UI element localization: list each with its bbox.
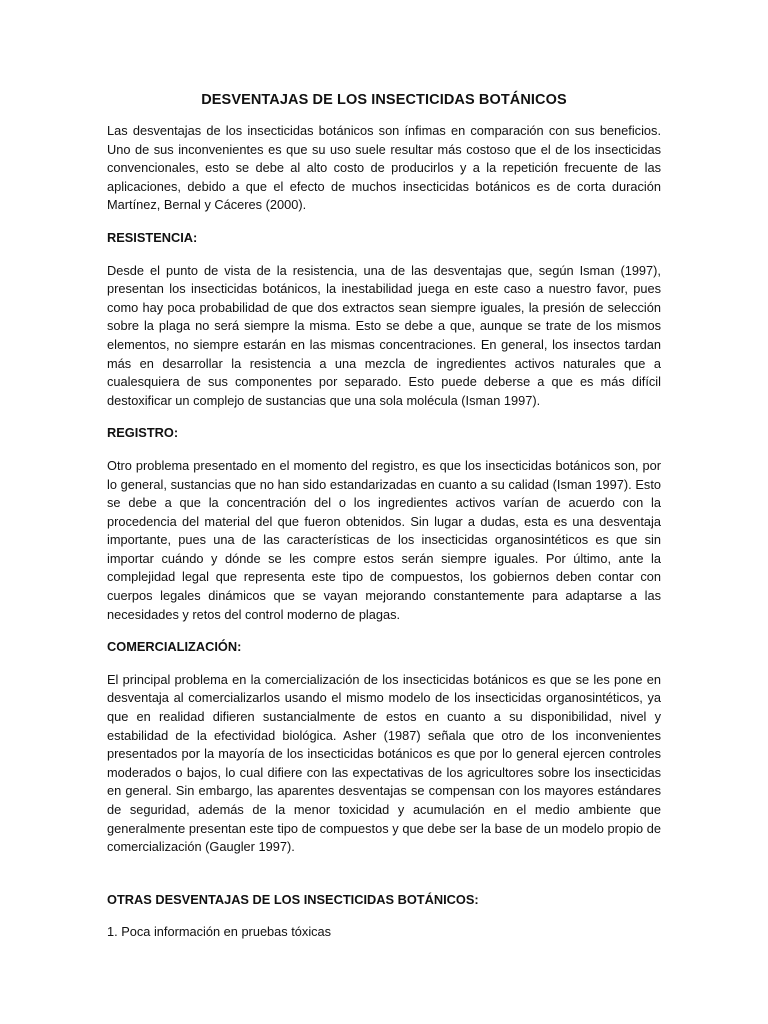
section-heading-resistencia: RESISTENCIA: <box>107 229 198 245</box>
section-body-registro: Otro problema presentado en el momento del registro, es que los insecticidas botánicos son, por lo general, sustancias que no han sido estandarizadas en cuanto a su calidad (Isman 1997). Esto se debe a que la concentración del o los ingredientes activos varían de acuerdo con la procedencia del material del que fueron obtenidos. Sin lugar a dudas, esta es una desventaja importante, pues una de las características de los insecticidas organosintéticos es que sin importar cuándo y dónde se les compre estos serán siempre iguales. Por último, ante la complejidad legal que representa este tipo de compuestos, los gobiernos deben contar con cuerpos legales dinámicos que se vayan mejorando constantemente para adaptarse a las necesidades y retos del control moderno de plagas. <box>107 457 661 622</box>
other-disadvantages-heading: OTRAS DESVENTAJAS DE LOS INSECTICIDAS BOTÁNICOS: <box>107 891 479 907</box>
section-body-comercializacion: El principal problema en la comercialización de los insecticidas botánicos es que se les pone en desventaja al comercializarlos usando el mismo modelo de los insecticidas organosintéticos, ya que en realidad difieren sustancialmente de estos en cuanto a su disponibilidad, nivel y estabilidad de la efectividad biológica. Asher (1987) señala que otro de los inconvenientes presentados por la mayoría de los insecticidas botánicos es que por lo general ejercen controles moderados o bajos, lo cual difiere con las expectativas de los agricultores sobre los insecticidas en general. Sin embargo, las aparentes desventajas se compensan con los mayores estándares de seguridad, además de la menor toxicidad y acumulación en el medio ambiente que generalmente presentan este tipo de compuestos y que debe ser la base de un modelo propio de comercialización (Gaugler 1997). <box>107 671 661 855</box>
list-item: 1. Poca información en pruebas tóxicas <box>107 924 332 940</box>
section-body-resistencia: Desde el punto de vista de la resistencia, una de las desventajas que, según Isman (1997), presentan los insecticidas botánicos, la inestabilidad juega en este caso a nuestro favor, pues como hay poca probabilidad de que dos extractos sean siempre iguales, la presión de selección sobre la plaga no será siempre la misma. Esto se debe a que, aunque se trate de los mismos elementos, no siempre estarán en las mismas concentraciones. En general, los insectos tardan más en desarrollar la resistencia a una mezcla de ingredientes activos naturales que a cualesquiera de sus componentes por separado. Esto puede deberse a que es más difícil destoxificar un complejo de sustancias que una sola molécula (Isman 1997). <box>107 262 661 408</box>
document-title: DESVENTAJAS DE LOS INSECTICIDAS BOTÁNICOS <box>201 92 567 108</box>
intro-paragraph: Las desventajas de los insecticidas botánicos son ínfimas en comparación con sus beneficios. Uno de sus inconvenientes es que su uso suele resultar más costoso que el de los insecticidas convencionales, esto se debe al alto costo de producirlos y a la repetición frecuente de las aplicaciones, debido a que el efecto de muchos insecticidas botánicos es de corta duración Martínez, Bernal y Cáceres (2000). <box>107 123 661 213</box>
section-heading-comercializacion: COMERCIALIZACIÓN: <box>107 639 242 655</box>
section-heading-registro: REGISTRO: <box>107 425 179 441</box>
